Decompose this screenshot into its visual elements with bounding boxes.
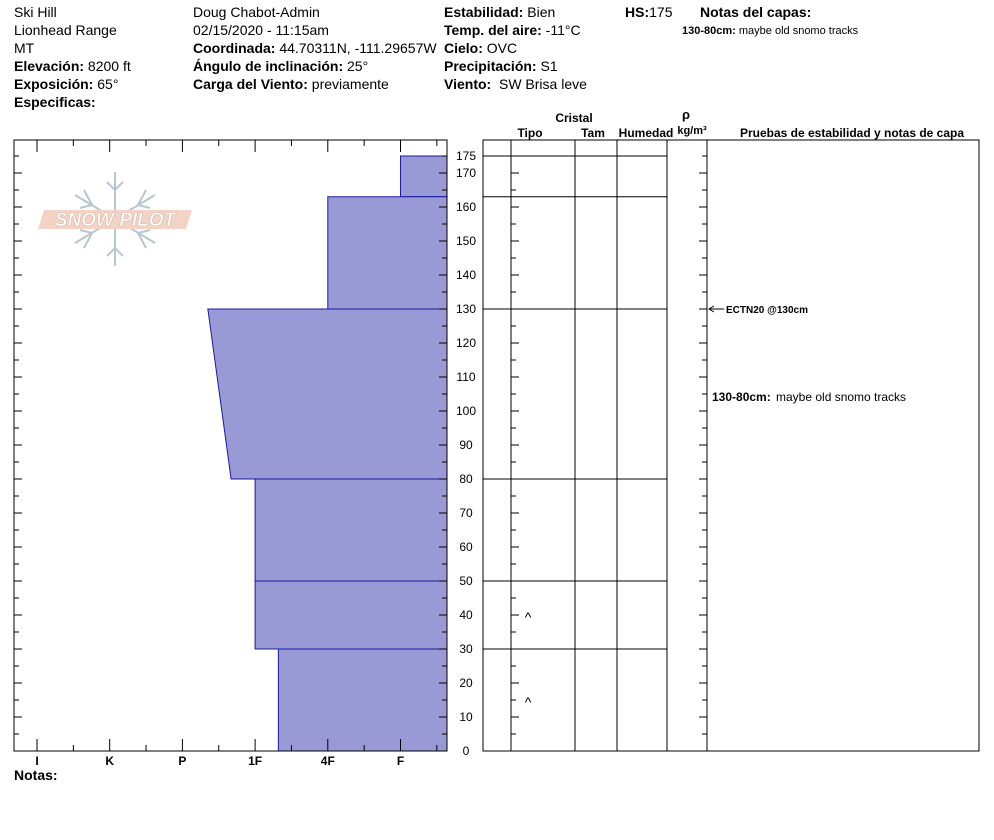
- grain-symbol: ^: [524, 694, 532, 710]
- depth-tick-label: 175: [455, 149, 477, 163]
- layer-comment-text: maybe old snomo tracks: [776, 389, 907, 404]
- test-annotation: ECTN20 @130cm: [726, 305, 809, 316]
- hardness-tick-label: I: [35, 754, 39, 768]
- depth-tick-label: 160: [455, 200, 477, 214]
- hardness-tick-label: 1F: [248, 754, 263, 768]
- layer-table-frame: [483, 140, 979, 751]
- hardness-layer: [328, 197, 447, 309]
- depth-tick-label: 40: [459, 608, 473, 622]
- hs-value: 175: [649, 4, 673, 20]
- col-header-cristal: Cristal: [555, 111, 593, 125]
- location-range: Lionhead Range: [14, 22, 117, 38]
- col-header-tipo: Tipo: [517, 126, 543, 140]
- depth-tick-label: 140: [455, 268, 477, 282]
- sky-label: Cielo:: [444, 40, 483, 56]
- observation-datetime: 02/15/2020 - 11:15am: [193, 22, 329, 38]
- elevation-value: 8200 ft: [87, 58, 131, 74]
- specifics-label: Especificas:: [14, 94, 96, 110]
- depth-tick-label: 0: [462, 744, 470, 758]
- hardness-tick-label: F: [396, 754, 405, 768]
- hs-label: HS:: [625, 4, 650, 20]
- depth-tick-label: 10: [459, 710, 473, 724]
- sky-value: OVC: [486, 40, 518, 56]
- depth-tick-label: 100: [455, 404, 477, 418]
- depth-tick-label: 120: [455, 336, 477, 350]
- depth-tick-label: 110: [456, 370, 476, 384]
- hardness-tick-label: 4F: [320, 754, 335, 768]
- depth-tick-label: 130: [455, 302, 477, 316]
- slope-value: 25°: [347, 58, 369, 74]
- layer-note-text: maybe old snomo tracks: [738, 25, 859, 37]
- hardness-layer: [401, 156, 448, 197]
- location-state: MT: [14, 40, 35, 56]
- grain-symbol: ^: [524, 609, 532, 625]
- wind-load-label: Carga del Viento:: [193, 76, 308, 92]
- col-header-humedad: Humedad: [618, 126, 674, 140]
- elevation-label: Elevación:: [14, 58, 85, 74]
- notes-row: [14, 766, 58, 784]
- hardness-tick-label: P: [178, 754, 187, 768]
- coord-label: Coordinada:: [193, 40, 276, 56]
- depth-tick-label: 80: [459, 472, 473, 486]
- col-header-tests: Pruebas de estabilidad y notas de capa: [739, 126, 965, 140]
- air-temp-value: -11°C: [545, 22, 581, 38]
- snowpilot-logo: [38, 172, 192, 266]
- depth-tick-label: 150: [455, 234, 477, 248]
- depth-tick-label: 20: [459, 676, 473, 690]
- hardness-layer: [255, 479, 447, 581]
- depth-tick-label: 70: [459, 506, 473, 520]
- location-name: Ski Hill: [14, 4, 57, 20]
- col-header-density-unit: kg/m³: [677, 125, 707, 137]
- hardness-layer: [255, 581, 447, 649]
- slope-label: Ángulo de inclinación:: [193, 58, 344, 74]
- wind-load-value: previamente: [311, 76, 389, 92]
- aspect-label: Exposición:: [14, 76, 94, 92]
- precip-value: S1: [540, 58, 558, 74]
- depth-tick-label: 60: [459, 540, 473, 554]
- coord-value: 44.70311N, -111.29657W: [279, 40, 437, 56]
- depth-tick-label: 30: [459, 642, 473, 656]
- hardness-tick-label: K: [105, 754, 115, 768]
- layer-notes-title-text: Notas del capas:: [700, 4, 812, 20]
- hardness-layer: [208, 309, 447, 479]
- depth-tick-label: 170: [455, 166, 477, 180]
- wind-label: Viento:: [444, 76, 492, 92]
- layer-comment-range: 130-80cm:: [712, 389, 771, 404]
- depth-tick-label: 90: [459, 438, 473, 452]
- depth-tick-label: 50: [459, 574, 473, 588]
- stability-label: Estabilidad:: [444, 4, 524, 20]
- observer-name: Doug Chabot-Admin: [193, 4, 320, 20]
- precip-label: Precipitación:: [444, 58, 537, 74]
- col-header-rho: ρ: [681, 107, 691, 122]
- stability-value: Bien: [527, 4, 556, 20]
- air-temp-label: Temp. del aire:: [444, 22, 542, 38]
- col-header-tam: Tam: [581, 126, 605, 140]
- notes-label: Notas:: [14, 767, 58, 783]
- wind-value: SW Brisa leve: [498, 76, 587, 92]
- logo-text: SNOW PILOT: [54, 210, 176, 231]
- aspect-value: 65°: [97, 76, 119, 92]
- hardness-layer: [278, 649, 447, 751]
- layer-note-range: 130-80cm:: [682, 25, 736, 37]
